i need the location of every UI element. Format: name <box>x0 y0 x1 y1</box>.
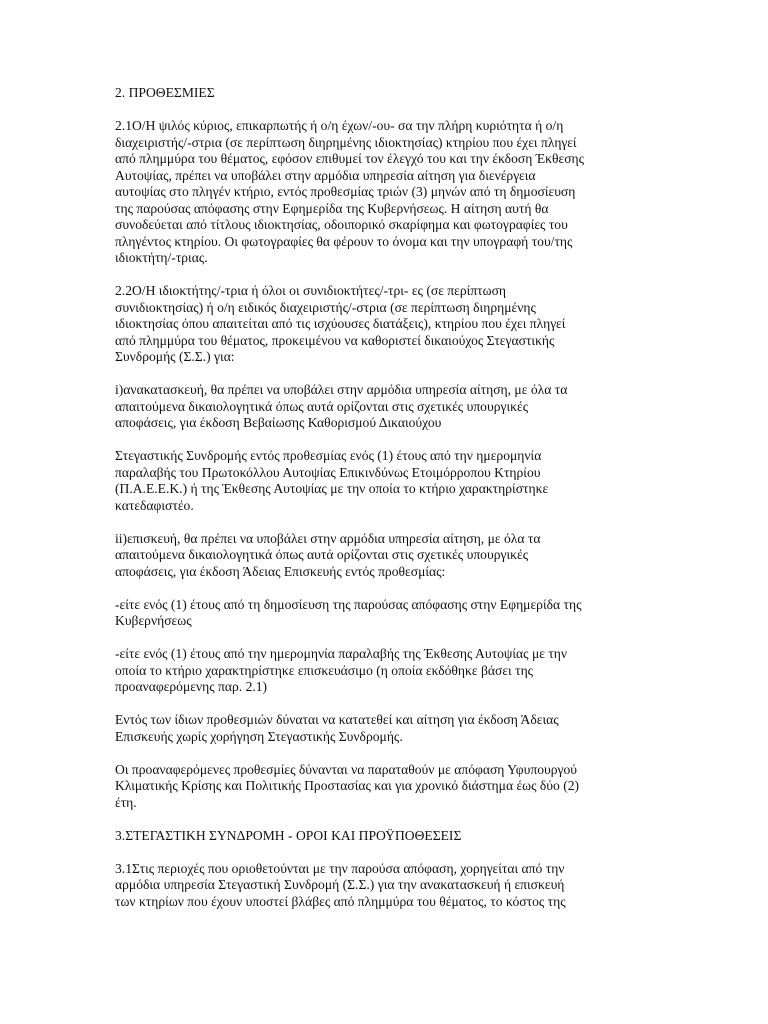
paragraph-item-i: i)ανακατασκευή, θα πρέπει να υποβάλει στην αρμόδια υπηρεσία αίτηση, με όλα τα απαιτούμενα δικαιολογητικά όπως αυτά ορίζονται στις σχετικές υπουργικές αποφάσεις, για έκδοση Βεβαίωσης Καθορισμού Δικαιούχου <box>115 382 568 430</box>
paragraph-item-i-continued: Στεγαστικής Συνδρομής εντός προθεσμίας ενός (1) έτους από την ημερομηνία παραλαβής του Πρωτοκόλλου Αυτοψίας Επικινδύνως Ετοιμόρροπου Κτηρίου (Π.Α.Ε.Ε.Κ.) ή της Έκθεσης Αυτοψίας με την οποία το κτήριο χαρακτηρίστηκε κατεδαφιστέο. <box>115 448 549 513</box>
paragraph-2-2: 2.2Ο/Η ιδιοκτήτης/-τρια ή όλοι οι συνιδιοκτήτες/-τρι- ες (σε περίπτωση συνιδιοκτησίας) ή ο/η ειδικός διαχειριστής/-στρια (σε περίπτωση διηρημένης ιδιοκτησίας όπου απαιτείται από τις ισχύουσες διατάξεις), κτηρίου που έχει πληγεί από πλημμύρα του θέματος, προκειμένου να καθοριστεί δικαιούχος Στεγαστικής Συνδρομής (Σ.Σ.) για: <box>115 283 566 364</box>
paragraph-3-1: 3.1Στις περιοχές που οριοθετούνται με την παρούσα απόφαση, χορηγείται από την αρμόδια υπηρεσία Στεγαστική Συνδρομή (Σ.Σ.) για την ανακατασκευή ή επισκευή των κτηρίων που έχουν υποστεί βλάβες από πλημμύρα του θέματος, το κόστος της <box>115 860 566 909</box>
paragraph-2-1: 2.1Ο/Η ψιλός κύριος, επικαρπωτής ή ο/η έχων/-ου- σα την πλήρη κυριότητα ή ο/η διαχειριστής/-στρια (σε περίπτωση διηρημένης ιδιοκτησίας) κτηρίου που έχει πληγεί από πλημμύρα του θέματος, εφόσον επιθυμεί τον έλεγχό του και την έκδοση Έκθεσης Αυτοψίας, πρέπει να υποβάλει στην αρμόδια υπηρεσία αίτηση για διενέργεια αυτοψίας στο πληγέν κτήριο, εντός προθεσμίας τριών (3) μηνών από τη δημοσίευση της παρούσας απόφασης στην Εφημερίδα της Κυβερνήσεως. Η αίτηση αυτή θα συνοδεύεται από τίτλους ιδιοκτησίας, οδοιπορικό σκαρίφημα και φωτογραφίες του πληγέντος κτηρίου. Οι φωτογραφίες θα φέρουν το όνομα και την υπογραφή του/της ιδιοκτήτη/-τριας. <box>115 118 585 265</box>
paragraph-item-ii: ii)επισκευή, θα πρέπει να υποβάλει στην αρμόδια υπηρεσία αίτηση, με όλα τα απαιτούμενα δικαιολογητικά όπως αυτά ορίζονται στις σχετικές υπουργικές αποφάσεις, για έκδοση Άδειας Επισκευής εντός προθεσμίας: <box>115 530 541 579</box>
document-page <box>115 85 645 927</box>
section-2-heading: 2. ΠΡΟΘΕΣΜΙΕΣ <box>115 85 215 100</box>
paragraph-dash-option-2: -είτε ενός (1) έτους από την ημερομηνία παραλαβής της Έκθεσης Αυτοψίας με την οποία το κτήριο χαρακτηρίστηκε επισκευάσιμο (η οποία εκδόθηκε βάσει της προαναφερόμενης παρ. 2.1) <box>115 646 568 694</box>
section-3-heading: 3.ΣΤΕΓΑΣΤΙΚΗ ΣΥΝΔΡΟΜΗ - ΟΡΟΙ ΚΑΙ ΠΡΟΫΠΟΘΕΣΕΙΣ <box>115 827 462 843</box>
paragraph-same-deadlines: Εντός των ίδιων προθεσμιών δύναται να κατατεθεί και αίτηση για έκδοση Άδειας Επισκευής χωρίς χορήγηση Στεγαστικής Συνδρομής. <box>115 712 559 744</box>
paragraph-extension: Οι προαναφερόμενες προθεσμίες δύνανται να παραταθούν με απόφαση Υφυπουργού Κλιματικής Κρίσης και Πολιτικής Προστασίας και για χρονικό διάστημα έως δύο (2) έτη. <box>115 761 580 810</box>
paragraph-dash-option-1: -είτε ενός (1) έτους από τη δημοσίευση της παρούσας απόφασης στην Εφημερίδα της Κυβερνήσεως <box>115 596 582 628</box>
